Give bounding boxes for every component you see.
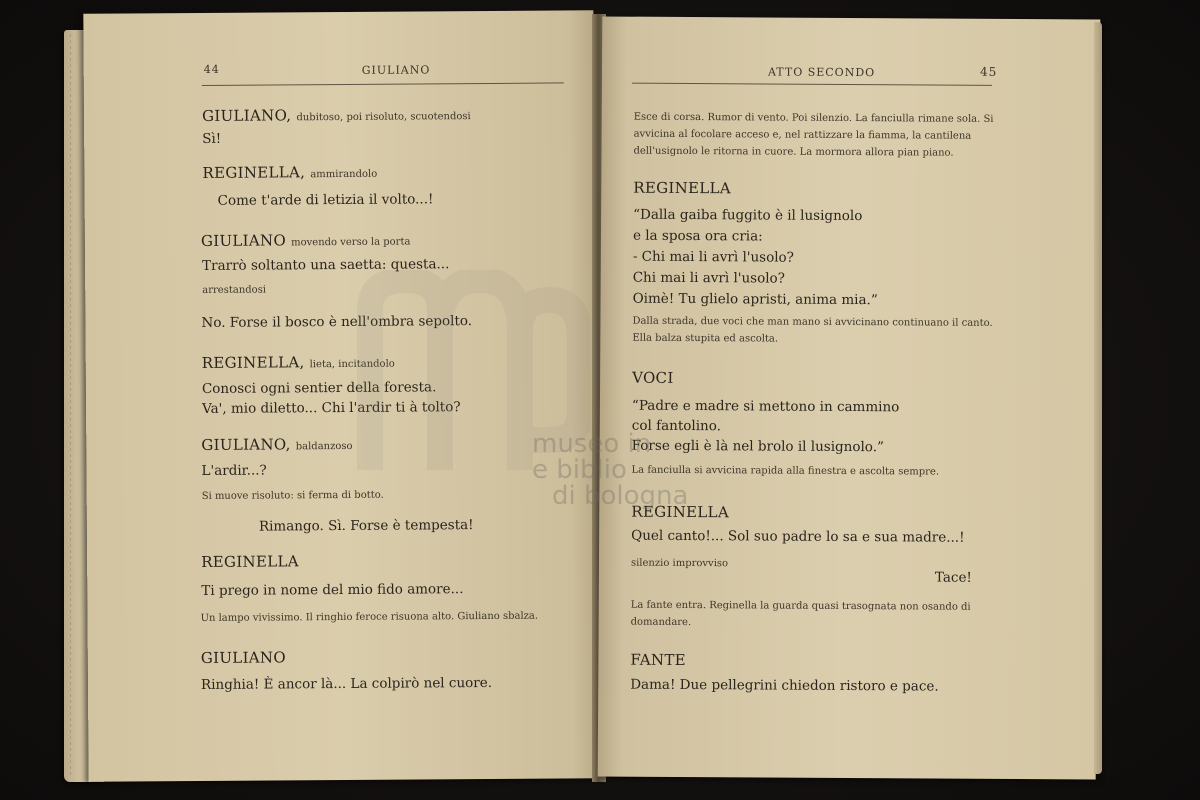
speaker-name: GIULIANO	[200, 231, 287, 250]
verse-line: “Padre e madre si mettono in cammino	[631, 397, 900, 416]
stage-direction: ammirandolo	[310, 168, 378, 181]
page-stack-edge	[1094, 22, 1102, 774]
stage-direction: lieta, incitandolo	[309, 358, 395, 371]
verse-line: Ti prego in nome del mio fido amore...	[201, 581, 464, 599]
speaker-line	[202, 162, 377, 182]
speaker-name: VOCI	[632, 368, 674, 387]
verse-line: Va', mio diletto... Chi l'ardir ti à tolto?	[202, 399, 461, 417]
speaker-name: REGINELLA	[633, 178, 732, 198]
verse-line: Chi mai li avrì l'usolo?	[632, 269, 785, 287]
stage-direction-line: Un lampo vivissimo. Il ringhio feroce risuona alto. Giuliano sbalza.	[200, 610, 539, 624]
speaker-line	[201, 434, 352, 454]
stage-direction: dubitoso, poi risoluto, scuotendosi	[296, 111, 471, 124]
stage-direction-paragraph: Dalla strada, due voci che man mano si avvicinano continuano il canto. Ella balza stupita ed ascolta.	[632, 315, 993, 345]
speaker-name: FANTE	[630, 650, 686, 670]
verse-line: Quel canto!... Sol suo padre lo sa e sua madre...!	[631, 527, 965, 546]
stage-direction-line: La fanciulla si avvicina rapida alla finestra e ascolta sempre.	[631, 464, 940, 478]
verse-line: No. Forse il bosco è nell'ombra sepolto.	[201, 313, 473, 331]
verse-line: col fantolino.	[631, 417, 721, 435]
speaker-line	[202, 104, 471, 125]
stage-direction-line: Si muove risoluto: si ferma di botto.	[201, 489, 384, 502]
verse-line: Rimango. Sì. Forse è tempesta!	[258, 517, 474, 535]
speaker-name: GIULIANO,	[201, 435, 291, 454]
right-running-title: ATTO SECONDO	[767, 65, 876, 80]
speaker-name: REGINELLA	[631, 502, 730, 522]
verse-line: e la sposa ora cria:	[632, 227, 763, 245]
stage-direction: baldanzoso	[295, 440, 353, 453]
verse-line: Tace!	[934, 569, 972, 586]
left-running-title: GIULIANO	[361, 63, 431, 77]
speaker-line	[201, 230, 411, 250]
watermark-text: e biblio	[532, 455, 627, 485]
stage-direction-paragraph: La fante entra. Reginella la guarda quasi trasognata non osando di domandare.	[630, 599, 971, 629]
verse-line: Forse egli è là nel brolo il lusignolo.”	[631, 437, 884, 456]
speaker-name: REGINELLA,	[202, 163, 306, 182]
verse-line: Dama! Due pellegrini chiedon ristoro e pace.	[630, 676, 939, 695]
speaker-name: REGINELLA,	[201, 353, 305, 372]
watermark-text: di bologna	[552, 481, 689, 511]
verse-line: Trarrò soltanto una saetta: questa...	[202, 256, 450, 274]
speaker-name: GIULIANO,	[201, 106, 292, 125]
verse-line: L'ardir...?	[201, 462, 267, 479]
left-header-rule	[202, 82, 564, 86]
stage-direction-paragraph: Esce di corsa. Rumor di vento. Poi silenzio. La fanciulla rimane sola. Si avvicina al focolare acceso e, nel rattizzare la fiamma, la cantilena dell'usignolo le ritorna in cuore. La mormora allora pian piano.	[633, 111, 994, 159]
stage-direction-line: silenzio improvviso	[630, 557, 729, 570]
speaker-name: REGINELLA	[201, 552, 299, 571]
stage-direction: movendo verso la porta	[291, 236, 411, 249]
verse-line: Come t'arde di letizia il volto...!	[217, 191, 434, 209]
stage-direction-line: arrestandosi	[202, 284, 267, 296]
verse-line: Conosci ogni sentier della foresta.	[201, 379, 437, 397]
verse-line: - Chi mai li avrì l'usolo?	[632, 248, 794, 266]
left-page-number: 44	[203, 62, 220, 76]
watermark-text: museo in	[532, 429, 652, 459]
right-page-number: 45	[979, 64, 998, 79]
verse-line: Sì!	[202, 130, 222, 147]
verse-line: Ringhia! È ancor là... La colpirò nel cuore.	[200, 674, 493, 693]
verse-line: “Dalla gaiba fuggito è il lusignolo	[633, 206, 863, 225]
speaker-name: GIULIANO	[200, 648, 286, 667]
right-page	[598, 16, 1101, 779]
right-header-rule	[632, 83, 992, 86]
verse-line: Oimè! Tu glielo apristi, anima mia.”	[632, 290, 878, 309]
